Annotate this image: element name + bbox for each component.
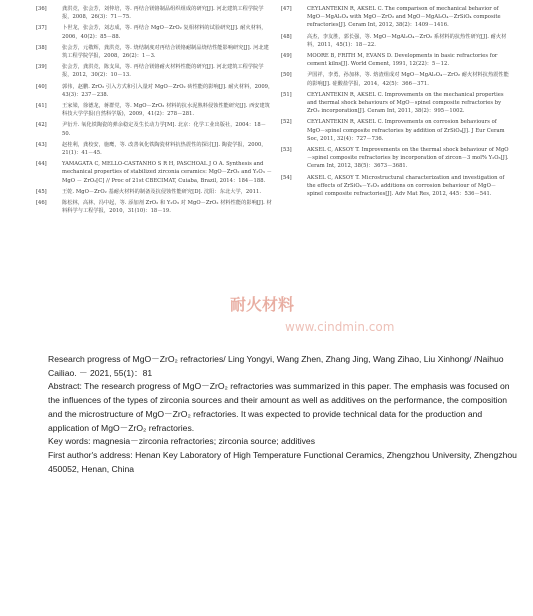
- reference-number: [50]: [281, 72, 292, 79]
- reference-number: [52]: [281, 119, 292, 126]
- reference-item: [281, 118, 511, 143]
- reference-text: 郭伟，赵鹏. ZrO₂ 引入方式和引入量对 MgO－ZrO₂ 砖性能的影响[J]. 耐火材料，2009，43(3)：237－238.: [62, 83, 274, 98]
- reference-item: [281, 91, 511, 116]
- reference-text: 王家梁，徐德龙，蒋群党，等. MgO－ZrO₂ 材料的抗水泥熟料侵蚀性能研究[J]. 西安建筑科技大学学报(自然科学版)，2009，41(2)：278－281.: [62, 103, 271, 118]
- reference-number: [36]: [36, 6, 47, 12]
- reference-text: AKSEL C, AKSOY T. Microstructural characterization and investigation of the effects of ZrSiO₄－Y₂O₃ additions on corrosion behaviour of MgO－spinel composite refractories[J]. Adv Mat Res, 2012, 445：536－541.: [307, 174, 505, 198]
- reference-item: [36, 24, 274, 40]
- reference-number: [54]: [281, 174, 292, 181]
- reference-number: [42]: [36, 122, 47, 129]
- reference-item: [36, 44, 274, 60]
- watermark-url: www.cindmin.com: [285, 320, 395, 334]
- reference-text: CEYLANTEKIN R, AKSEL C. Improvements on the mechanical properties and thermal shock behaviours of MgO－spinel composite refractories by ZrO₂ incorporation[J]. Ceram Int, 2011, 38(2)：995－1002.: [307, 91, 504, 115]
- reference-item: [36, 63, 274, 79]
- reference-item: [36, 199, 274, 215]
- watermark-text: 耐火材料: [230, 295, 295, 314]
- reference-item: [36, 141, 274, 157]
- citation-line: Research progress of MgO－ZrO₂ refractories/ Ling Yongyi, Wang Zhen, Zhang Jing, Wang Zihao, Liu Xinhong/ /Naihuo Cailiao. － 2021, 55(1)：81: [48, 354, 504, 378]
- reference-text: 王乾. MgO－ZrO₂ 基耐火材料的制备及抗侵蚀性能研究[D]. 沈阳：东北大学，2011.: [62, 188, 262, 195]
- reference-text: 陈松林，高林，冯中起，等. 添加剂 ZrO₂ 和 Y₂O₃ 对 MgO－ZrO₂ 材料性能的影响[J]. 材料科学与工程学报，2010，31(10)：18－19.: [62, 200, 272, 215]
- reference-item: [36, 121, 274, 137]
- reference-text: YAMAGATA C, MELLO-CASTANHO S R H, PASCHOAL J O A. Synthesis and mechanical properties of stabilized zirconia ceramics: MgO－ZrO₂ and Y₂O₃ － MgO － ZrO₂[C] // Proc of 21st CBECIMAT, Cuiaba, Brazil, 2014：184－188.: [62, 161, 272, 184]
- reference-item: [36, 102, 274, 118]
- reference-item: [281, 146, 511, 171]
- reference-text: 尹国祥，李勇，孙加林，等. 熔渣组成对 MgO－MgAl₂O₄－ZrO₂ 耐火材料抗热震性能的影响[J]. 硅酸盐学报，2014，42(5)：366－371.: [307, 72, 509, 87]
- reference-number: [38]: [36, 44, 47, 51]
- reference-number: [47]: [281, 6, 292, 12]
- reference-number: [44]: [36, 161, 47, 168]
- reference-text: 张会芳，龚洪竞，陈支凤，等. 再结合镁铬耐火材料性能的研究[J]. 河北建筑工程学院学报，2012，30(2)：10－13.: [62, 64, 264, 79]
- english-abstract: [48, 353, 518, 476]
- reference-item: [281, 52, 511, 68]
- reference-text: MOORE B, FRITH M, EVANS D. Developments in basic refractories for cement kilns[J]. World Cement, 1991, 12(22)：5－12.: [307, 53, 498, 68]
- reference-item: [281, 71, 511, 87]
- abstract-text: Abstract: The research progress of MgO－ZrO₂ refractories was summarized in this paper. The emphasis was focused on the influences of the types of zirconia sources and their amount as well as additives on the performance, the composition and the microstructure of MgO－ZrO₂ refractories. It was expected to provide technical data for the production and application of MgO－ZrO₂ refractories.: [48, 381, 510, 433]
- keywords: Key words: magnesia－zirconia refractories; zirconia source; additives: [48, 436, 315, 447]
- reference-text: AKSEL C, AKSOY T. Improvements on the thermal shock behaviour of MgO－spinel composite refractories by incorporation of zircon－3 mol% Y₂O₃[J]. Ceram Int, 2012, 38(5)：3673－3681.: [307, 147, 509, 170]
- reference-item: [36, 188, 274, 196]
- reference-number: [39]: [36, 64, 47, 71]
- reference-text: CEYLANTEKIN R, AKSEL C. The comparison of mechanical behavior of MgO－MgAl₂O₄ with MgO－ZrO₂ and MgO－MgAl₂O₄－ZrSiO₄ composite refractories[J]. Ceram Int, 2012, 38(2)：1409－1416.: [307, 6, 501, 29]
- references-left-column: [36, 5, 274, 218]
- reference-number: [43]: [36, 141, 47, 148]
- reference-number: [45]: [36, 188, 47, 195]
- reference-number: [37]: [36, 25, 47, 32]
- reference-number: [40]: [36, 83, 47, 90]
- reference-number: [53]: [281, 147, 292, 154]
- reference-item: [281, 5, 511, 30]
- reference-item: [281, 33, 511, 49]
- reference-number: [46]: [36, 200, 47, 207]
- reference-number: [48]: [281, 33, 292, 40]
- reference-text: 赵桂利，龚校安，施鹰，等. 改善氧化铁陶瓷材料抗热震性的探讨[J]. 陶瓷学报，2000，21(1)：41－45.: [62, 141, 267, 157]
- reference-number: [41]: [36, 103, 47, 110]
- reference-text: 高杰，李友胜，郭长强，等. MgO－MgAl₂O₄－ZrO₂ 系材料的抗热性研究[J]. 耐火材料，2011，45(1)：18－22.: [307, 33, 507, 48]
- reference-text: 张会芳，元敬辉，龚洪竞，等. 烧结制度对再结合镁铬耐制品烧结性能影响研究[J]. 河北建筑工程学院学报，2008，26(2)：1－3.: [62, 44, 269, 60]
- reference-text: 尹衍升. 氧化铁陶瓷的弹余稳定及生长动力学[M]. 北京：化学工业出版社，2004：18－50.: [62, 122, 267, 137]
- reference-item: [281, 174, 511, 199]
- reference-item: [36, 83, 274, 99]
- author-address: First author's address: Henan Key Laboratory of High Temperature Functional Ceramics, Zhengzhou University, Zhengzhou 450052, Henan, China: [48, 449, 517, 474]
- reference-text: CEYLANTEKIN R, AKSEL C. Improvements on corrosion behaviours of MgO－spinel composite refractories by addition of ZrSiO₄[J]. J Eur Ceram Soc, 2011, 32(4)：727－736.: [307, 119, 505, 142]
- references-right-column: [281, 5, 511, 201]
- reference-number: [51]: [281, 91, 292, 98]
- reference-text: 龚洪竞，张会芳，刘仲培，等. 再结合镁铬制品组织组成的研究[J]. 河北建筑工程学院学报，2008，26(3)：71－75.: [62, 6, 264, 21]
- reference-item: [36, 160, 274, 185]
- reference-item: [36, 5, 274, 21]
- reference-number: [49]: [281, 53, 292, 60]
- reference-text: 卜世龙，张会芳，刘志成，等. 再结合 MgO－ZrO₂ 复相材料的试验研究[J]. 耐火材料，2006，40(2)：85－88.: [62, 25, 267, 40]
